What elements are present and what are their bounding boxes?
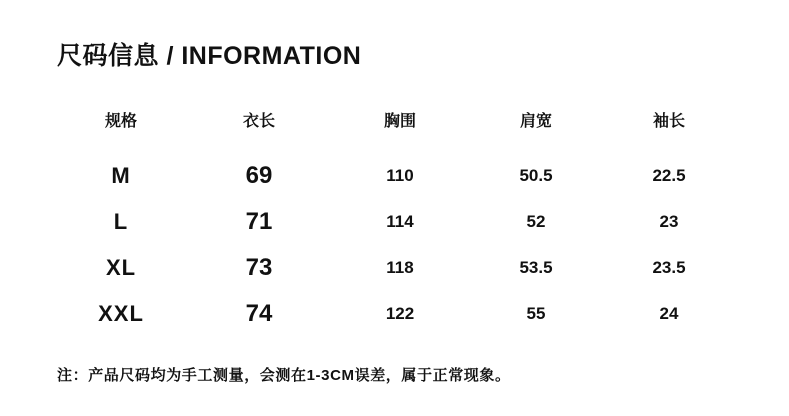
cell-sleeve: 23 bbox=[659, 212, 679, 231]
cell-bust: 118 bbox=[386, 258, 414, 277]
cell-shoulder: 53.5 bbox=[519, 258, 553, 277]
cell-length: 74 bbox=[245, 300, 273, 327]
cell-shoulder: 52 bbox=[526, 212, 546, 231]
measurement-note: 注：产品尺码均为手工测量，会测在1-3CM误差，属于正常现象。 bbox=[57, 367, 511, 384]
cell-length: 73 bbox=[245, 254, 273, 281]
column-header-sleeve: 袖长 bbox=[652, 113, 685, 130]
size-chart-table bbox=[57, 108, 733, 337]
cell-sleeve: 23.5 bbox=[652, 258, 686, 277]
cell-shoulder: 55 bbox=[526, 304, 546, 323]
column-header-spec: 规格 bbox=[104, 113, 137, 130]
table-row bbox=[57, 245, 733, 291]
table-header-row bbox=[57, 108, 733, 153]
column-header-length: 衣长 bbox=[242, 113, 275, 130]
table-row bbox=[57, 291, 733, 337]
cell-bust: 122 bbox=[385, 304, 415, 323]
cell-sleeve: 22.5 bbox=[652, 166, 686, 185]
cell-spec: XXL bbox=[98, 301, 144, 326]
table-body bbox=[57, 153, 733, 337]
cell-shoulder: 50.5 bbox=[519, 166, 553, 185]
cell-bust: 110 bbox=[386, 166, 414, 185]
table-row bbox=[57, 199, 733, 245]
cell-spec: L bbox=[113, 209, 129, 234]
column-header-shoulder: 肩宽 bbox=[519, 113, 552, 130]
cell-length: 69 bbox=[245, 162, 273, 189]
cell-spec: XL bbox=[105, 255, 137, 280]
page-title: 尺码信息 / INFORMATION bbox=[57, 42, 362, 70]
table-header bbox=[57, 108, 733, 153]
column-header-bust: 胸围 bbox=[383, 113, 416, 130]
cell-length: 71 bbox=[245, 208, 273, 235]
cell-bust: 114 bbox=[386, 212, 414, 231]
table-row bbox=[57, 153, 733, 199]
cell-spec: M bbox=[111, 163, 131, 188]
cell-sleeve: 24 bbox=[659, 304, 679, 323]
